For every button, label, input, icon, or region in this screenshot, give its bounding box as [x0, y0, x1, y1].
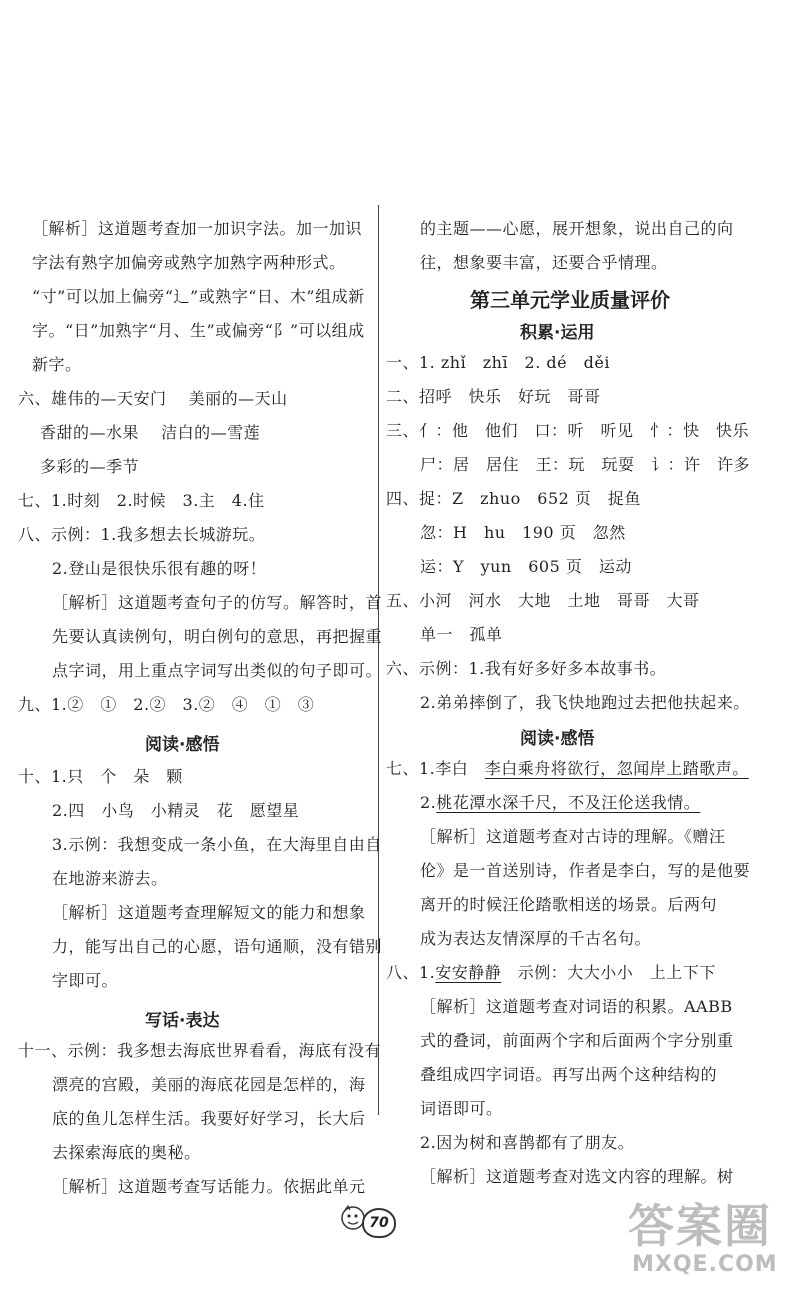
analysis-text: 字。“日”加熟字“月、生”或偏旁“阝”可以组成: [32, 321, 365, 340]
answer-10: 十、1.只 个 朵 颗: [18, 767, 183, 786]
answer-5: 单一 孤单: [420, 625, 503, 644]
answer-6: 六、雄伟的—天安门 美丽的—天山: [18, 389, 288, 408]
section-heading: 阅读·感悟: [520, 729, 595, 749]
analysis-text: 点字词，用上重点字词写出类似的句子即可。: [52, 661, 383, 680]
answer-11: 底的鱼儿怎样生活。我要好好学习，长大后: [52, 1109, 366, 1128]
answer-2: 二、招呼 快乐 好玩 哥哥: [386, 387, 601, 406]
analysis-text: ［解析］这道题考查对古诗的理解。《赠汪: [420, 827, 726, 846]
analysis-text: 词语即可。: [420, 1099, 503, 1118]
answer-4: 忽：H hu 190 页 忽然: [420, 523, 626, 542]
answer-7-prefix: 2.: [420, 793, 437, 812]
answer-11: 去探索海底的奥秘。: [52, 1143, 201, 1162]
page-number-label: 70: [362, 1208, 396, 1238]
analysis-text: ［解析］这道题考查对选文内容的理解。树: [420, 1167, 734, 1186]
section-heading: 阅读·感悟: [145, 735, 220, 755]
answer-10: 2.四 小鸟 小精灵 花 愿望星: [52, 801, 300, 820]
answer-10: 在地游来游去。: [52, 869, 168, 888]
answer-11: 十一、示例：我多想去海底世界看看，海底有没有: [18, 1041, 382, 1060]
answer-8: [386, 962, 716, 984]
answer-11: 漂亮的宫殿，美丽的海底花园是怎样的，海: [52, 1075, 366, 1094]
underlined-answer: 李白乘舟将欲行，忽闻岸上踏歌声。: [484, 759, 749, 778]
answer-6: 2.弟弟摔倒了，我飞快地跑过去把他扶起来。: [420, 693, 750, 712]
analysis-text: 叠组成四字词语。再写出两个这种结构的: [420, 1065, 718, 1084]
underlined-answer: 桃花潭水深千尺，不及汪伦送我情。: [436, 793, 701, 812]
watermark-cn: 答案圈: [628, 1199, 772, 1253]
analysis-text: ［解析］这道题考查加一加识字法。加一加识: [32, 219, 363, 238]
answer-3: 尸：居 居住 王：玩 玩耍 讠：许 许多: [420, 455, 751, 474]
answer-3: 三、亻：他 他们 口：听 听见 忄：快 快乐: [386, 421, 750, 440]
answer-8: 2.登山是很快乐很有趣的呀！: [52, 559, 267, 578]
answer-8-example: 示例：大大小小 上上下下: [501, 963, 716, 982]
answer-6: 香甜的—水果 洁白的—雪莲: [40, 423, 261, 442]
analysis-text: 的主题——心愿，展开想象，说出自己的向: [420, 219, 734, 238]
analysis-text: 字即可。: [52, 971, 119, 990]
answer-1: 一、1. zhǐ zhī 2. dé děi: [386, 353, 610, 372]
analysis-text: ［解析］这道题考查对词语的积累。AABB: [420, 997, 733, 1016]
answer-7: [420, 792, 700, 814]
watermark-logo: [620, 1190, 800, 1290]
analysis-text: 先要认真读例句，明白例句的意思，再把握重: [52, 627, 383, 646]
analysis-text: 伦》是一首送别诗，作者是李白，写的是他要: [420, 861, 751, 880]
analysis-text: 字法有熟字加偏旁或熟字加熟字两种形式。: [32, 253, 346, 272]
answer-8-prefix: 八、1.: [386, 963, 436, 982]
answer-7: 七、1.时刻 2.时候 3.主 4.住: [18, 491, 265, 510]
answer-4: 运：Y yun 605 页 运动: [420, 557, 632, 576]
answer-7: [386, 758, 749, 780]
analysis-text: “寸”可以加上偏旁“辶”或熟字“日、木”组成新: [32, 287, 365, 306]
answer-4: 四、捉：Z zhuo 652 页 捉鱼: [386, 489, 641, 508]
unit-title: 第三单元学业质量评价: [470, 288, 670, 312]
page-number: [340, 1200, 390, 1240]
analysis-text: 往，想象要丰富，还要合乎情理。: [420, 253, 668, 272]
section-heading: 写话·表达: [145, 1011, 220, 1031]
answer-6: 六、示例：1.我有好多好多本故事书。: [386, 659, 667, 678]
answer-6: 多彩的—季节: [40, 457, 140, 476]
analysis-text: ［解析］这道题考查理解短文的能力和想象: [52, 903, 366, 922]
analysis-text: ［解析］这道题考查写话能力。依据此单元: [52, 1177, 366, 1196]
answer-5: 五、小河 河水 大地 土地 哥哥 大哥: [386, 591, 700, 610]
analysis-text: ［解析］这道题考查句子的仿写。解答时，首: [52, 593, 383, 612]
answer-10: 3.示例：我想变成一条小鱼，在大海里自由自: [52, 835, 382, 854]
analysis-text: 式的叠词，前面两个字和后面两个字分别重: [420, 1031, 734, 1050]
answer-9: 九、1.② ① 2.② 3.② ④ ① ③: [18, 695, 315, 714]
underlined-answer: 安安静静: [435, 963, 502, 982]
answer-8: 2.因为树和喜鹊都有了朋友。: [420, 1133, 635, 1152]
analysis-text: 离开的时候汪伦踏歌相送的场景。后两句: [420, 895, 718, 914]
analysis-text: 成为表达友情深厚的千古名句。: [420, 929, 652, 948]
analysis-text: 新字。: [32, 355, 82, 374]
answer-8: 八、示例：1.我多想去长城游玩。: [18, 525, 266, 544]
section-heading: 积累·运用: [520, 323, 595, 343]
watermark-en: MXQE.COM: [632, 1252, 778, 1277]
analysis-text: 力，能写出自己的心愿，语句通顺，没有错别: [52, 937, 383, 956]
answer-7-prefix: 七、1.李白: [386, 759, 485, 778]
